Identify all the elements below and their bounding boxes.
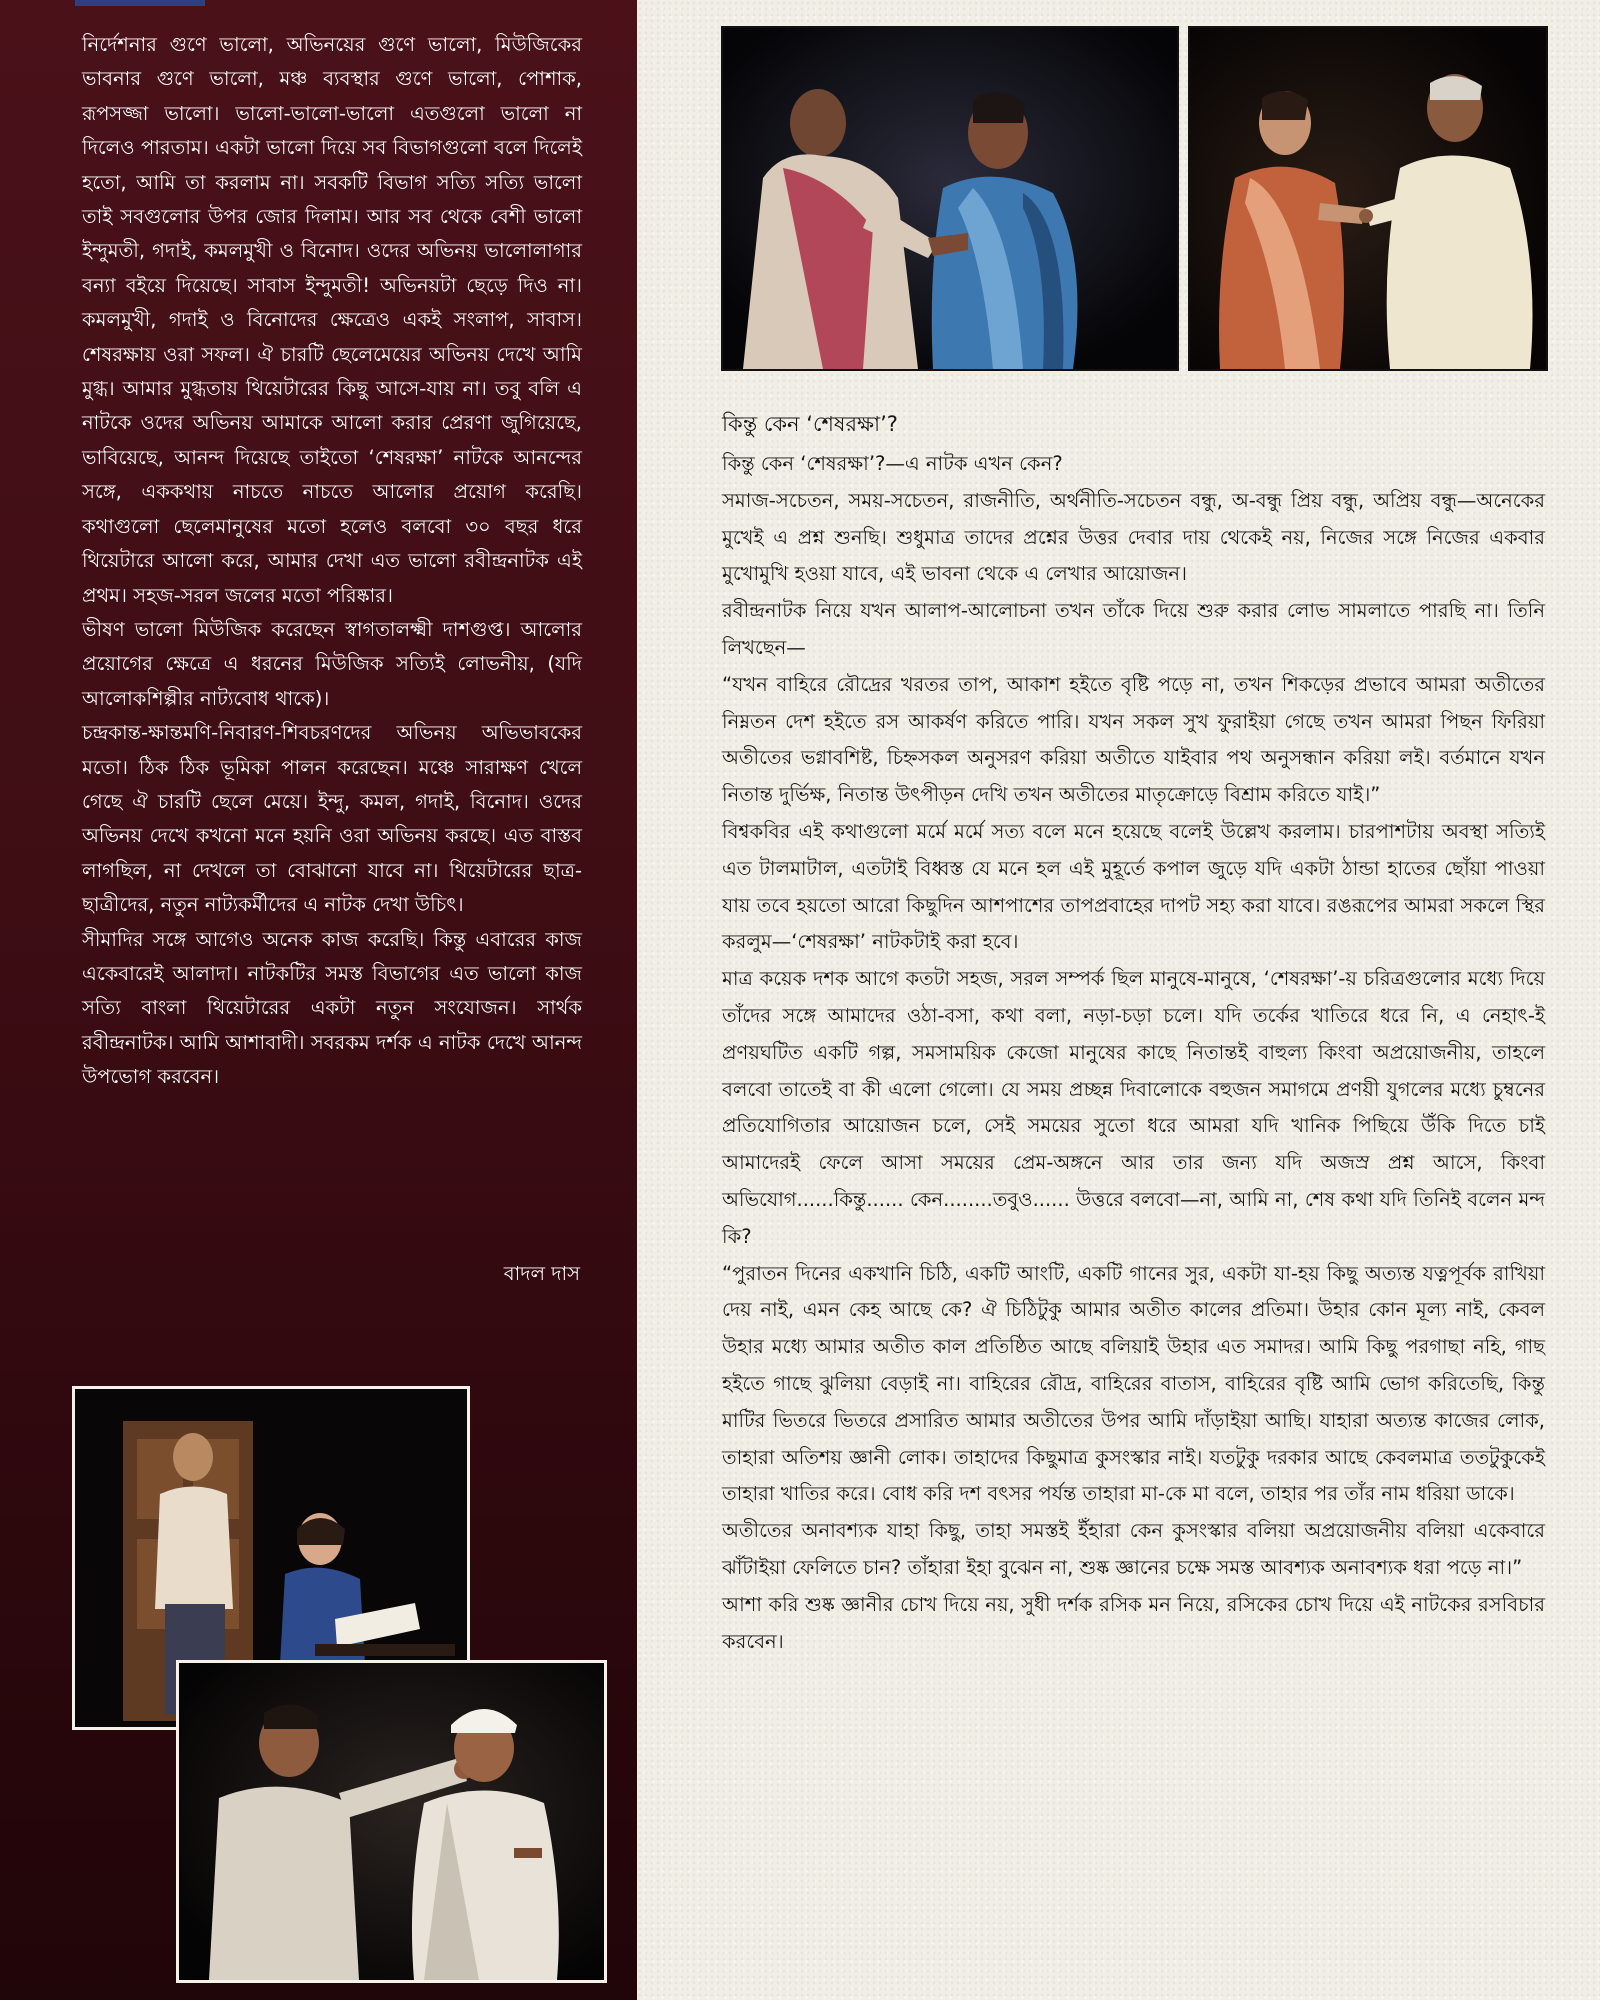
essay-paragraph-1: কিন্তু কেন ‘শেষরক্ষা’?—এ নাটক এখন কেন?: [722, 452, 1063, 475]
stage-photo-confrontation: [176, 1660, 607, 1983]
review-paragraph-1: নির্দেশনার গুণে ভালো, অভিনয়ের গুণে ভালো, মিউজিকের ভাবনার গুণে ভালো, মঞ্চ ব্যবস্থার গুণে ভালো, পোশাক, রূপসজ্জা ভালো। ভালো-ভালো-ভালো এতগুলো ভালো না দিলেও পারতাম। একটা ভালো দিয়ে সব বিভাগগুলো বলে দিলেই হতো, আমি তা করলাম না। সবকটি বিভাগ সত্যি সত্যি ভালো তাই সবগুলোর উপর জোর দিলাম। আর সব থেকে বেশী ভালো ইন্দুমতী, গদাই, কমলমুখী ও বিনোদ। ওদের অভিনয় ভালোলাগার বন্যা বইয়ে দিয়েছে। সাবাস ইন্দুমতী! অভিনয়টা ছেড়ে দিও না। কমলমুখী, গদাই ও বিনোদের ক্ষেত্রেও একই সংলাপ, সাবাস। শেষরক্ষায় ওরা সফল। ঐ চারটি ছেলেমেয়ের অভিনয় দেখে আমি মুগ্ধ। আমার মুগ্ধতায় থিয়েটারের কিছু আসে-যায় না। তবু বলি এ নাটকে ওদের অভিনয় আমাকে আলো করার প্রেরণা জুগিয়েছে, ভাবিয়েছে, আনন্দ দিয়েছে তাইতো ‘শেষরক্ষা’ নাটকে আনন্দের সঙ্গে, এককথায় নাচতে নাচতে আলোর প্রয়োগ করেছি। কথাগুলো ছেলেমানুষের মতো হলেও বলবো ৩০ বছর ধরে থিয়েটারে আলো করে, আমার দেখা এত ভালো রবীন্দ্রনাটক এই প্রথম। সহজ-সরল জলের মতো পরিষ্কার।: [82, 33, 582, 607]
stage-photo-couple-blue-sari: [721, 26, 1179, 371]
top-accent-strip: [75, 0, 205, 6]
stage-photo-ring-exchange: [1188, 26, 1548, 371]
essay-text-column: [722, 404, 1545, 1660]
essay-quote-2: “পুরাতন দিনের একখানি চিঠি, একটি আংটি, একটি গানের সুর, একটা যা-হয় কিছু অত্যন্ত যত্নপূর্বক রাখিয়া দেয় নাই, এমন কেহ আছে কে? ঐ চিঠিটুকু আমার অতীত কালের প্রতিমা। উহার কোন মূল্য নাই, কেবল উহার মধ্যে আমার অতীত কাল প্রতিষ্ঠিত আছে বলিয়াই উহার এত সমাদর। আমি কিছু পরগাছা নহি, গাছ হইতে গাছে ঝুলিয়া বেড়াই না। বাহিরের রৌদ্র, বাহিরের বাতাস, বাহিরের বৃষ্টি আমি ভোগ করিতেছি, কিন্তু মাটির ভিতরে ভিতরে প্রসারিত আমার অতীতের উপর আমি দাঁড়াইয়া আছি। যাহারা অত্যন্ত কাজের লোক, তাহারা অতিশয় জ্ঞানী লোক। তাহাদের কিছুমাত্র কুসংস্কার নাই। যতটুকু দরকার আছে কেবলমাত্র ততটুকুকেই তাহারা খাতির করে। বোধ করি দশ বৎসর পর্যন্ত তাহারা মা-কে মা বলে, তাহার পর তাঁর নাম ধরিয়া ডাকে।: [722, 1261, 1545, 1506]
essay-paragraph-2: সমাজ-সচেতন, সময়-সচেতন, রাজনীতি, অর্থনীতি-সচেতন বন্ধু, অ-বন্ধু প্রিয় বন্ধু, অপ্রিয় বন্ধু—অনেকের মুখেই এ প্রশ্ন শুনছি। শুধুমাত্র তাদের প্রশ্নের উত্তর দেবার দায় থেকেই নয়, নিজের সঙ্গে নিজের একবার মুখোমুখি হওয়া যাবে, এই ভাবনা থেকে এ লেখার আয়োজন।: [722, 488, 1545, 586]
essay-quote-2-continued: অতীতের অনাবশ্যক যাহা কিছু, তাহা সমস্তই ইঁহারা কেন কুসংস্কার বলিয়া অপ্রয়োজনীয় বলিয়া একেবারে ঝাঁটাইয়া ফেলিতে চান? তাঁহারা ইহা বুঝেন না, শুষ্ক জ্ঞানের চক্ষে সমস্ত আবশ্যক অনাবশ্যক ধরা পড়ে না।”: [722, 1519, 1545, 1579]
essay-paragraph-3: রবীন্দ্রনাটক নিয়ে যখন আলাপ-আলোচনা তখন তাঁকে দিয়ে শুরু করার লোভ সামলাতে পারছি না। তিনি লিখছেন—: [722, 599, 1545, 659]
essay-paragraph-5: মাত্র কয়েক দশক আগে কতটা সহজ, সরল সম্পর্ক ছিল মানুষে-মানুষে, ‘শেষরক্ষা’-য় চরিত্রগুলোর মধ্যে দিয়ে তাঁদের সঙ্গে আমাদের ওঠা-বসা, কথা বলা, নড়া-চড়া চলে। যদি তর্কের খাতিরে ধরে নি, এ নেহাৎ-ই প্রণয়ঘটিত একটি গল্প, সমসাময়িক কেজো মানুষের কাছে নিতান্তই বাহুল্য কিংবা অপ্রয়োজনীয়, তাহলে বলবো তাতেই বা কী এলো গেলো। যে সময় প্রচ্ছন্ন দিবালোকে বহুজন সমাগমে প্রণয়ী যুগলের মধ্যে চুম্বনের প্রতিযোগিতার আয়োজন চলে, সেই সময়ের সুতো ধরে আমরা যদি খানিক পিছিয়ে উঁকি দিতে চাই আমাদেরই ফেলে আসা সময়ের প্রেম-অঙ্গনে আর তার জন্য যদি অজস্র প্রশ্ন আসে, কিংবা অভিযোগ......কিন্তু...... কেন........তবুও...... উত্তরে বলবো—না, আমি না, শেষ কথা যদি তিনিই বলেন মন্দ কি?: [722, 967, 1545, 1248]
review-text-column: [82, 28, 582, 1095]
review-signature: বাদল দাস: [503, 1262, 580, 1285]
review-paragraph-2: ভীষণ ভালো মিউজিক করেছেন স্বাগতালক্ষ্মী দাশগুপ্ত। আলোর প্রয়োগের ক্ষেত্রে এ ধরনের মিউজিক সত্যিই লোভনীয়, (যদি আলোকশিল্পীর নাট্যবোধ থাকে)।: [82, 617, 582, 710]
essay-heading: কিন্তু কেন ‘শেষরক্ষা’?: [722, 412, 898, 436]
essay-quote-1: “যখন বাহিরে রৌদ্রের খরতর তাপ, আকাশ হইতে বৃষ্টি পড়ে না, তখন শিকড়ের প্রভাবে আমরা অতীতের নিম্নতন দেশ হইতে রস আকর্ষণ করিতে পারি। যখন সকল সুখ ফুরাইয়া গেছে তখন আমরা পিছন ফিরিয়া অতীতের ভগ্নাবশিষ্ট, চিহ্নসকল অনুসরণ করিয়া অতীতে যাইবার পথ অনুসন্ধান করিয়া লই। বর্তমানে যখন নিতান্ত দুর্ভিক্ষ, নিতান্ত উৎপীড়ন দেখি তখন অতীতের মাতৃক্রোড়ে বিশ্রাম করিতে যাই।”: [722, 672, 1545, 807]
review-paragraph-4: সীমাদির সঙ্গে আগেও অনেক কাজ করেছি। কিন্তু এবারের কাজ একেবারেই আলাদা। নাটকটির সমস্ত বিভাগের এত ভালো কাজ সত্যি বাংলা থিয়েটারের একটা নতুন সংযোজন। সার্থক রবীন্দ্রনাটক। আমি আশাবাদী। সবরকম দর্শক এ নাটক দেখে আনন্দ উপভোগ করবেন।: [82, 927, 582, 1089]
review-paragraph-3: চন্দ্রকান্ত-ক্ষান্তমণি-নিবারণ-শিবচরণদের অভিনয় অভিভাবকের মতো। ঠিক ঠিক ভূমিকা পালন করেছেন। মঞ্চে সারাক্ষণ খেলে গেছে ঐ চারটি ছেলে মেয়ে। ইন্দু, কমল, গদাই, বিনোদ। ওদের অভিনয় দেখে কখনো মনে হয়নি ওরা অভিনয় করছে। এত বাস্তব লাগছিল, না দেখলে তা বোঝানো যাবে না। থিয়েটারের ছাত্র-ছাত্রীদের, নতুন নাট্যকর্মীদের এ নাটক দেখা উচিৎ।: [82, 721, 582, 917]
essay-paragraph-4: বিশ্বকবির এই কথাগুলো মর্মে মর্মে সত্য বলে মনে হয়েছে বলেই উল্লেখ করলাম। চারপাশটায় অবস্থা সত্যিই এত টালমাটাল, এতটাই বিধ্বস্ত যে মনে হল এই মুহূর্তে কপাল জুড়ে যদি একটা ঠান্ডা হাতের ছোঁয়া পাওয়া যায় তবে হয়তো আরো কিছুদিন আশপাশের তাপপ্রবাহের দাপট সহ্য করা যাবে। রঙরূপের আমরা সকলে স্থির করলুম—‘শেষরক্ষা’ নাটকটাই করা হবে।: [722, 819, 1545, 954]
essay-closing: আশা করি শুষ্ক জ্ঞানীর চোখ দিয়ে নয়, সুধী দর্শক রসিক মন নিয়ে, রসিকের চোখ দিয়ে এই নাটকের রসবিচার করবেন।: [722, 1592, 1545, 1653]
